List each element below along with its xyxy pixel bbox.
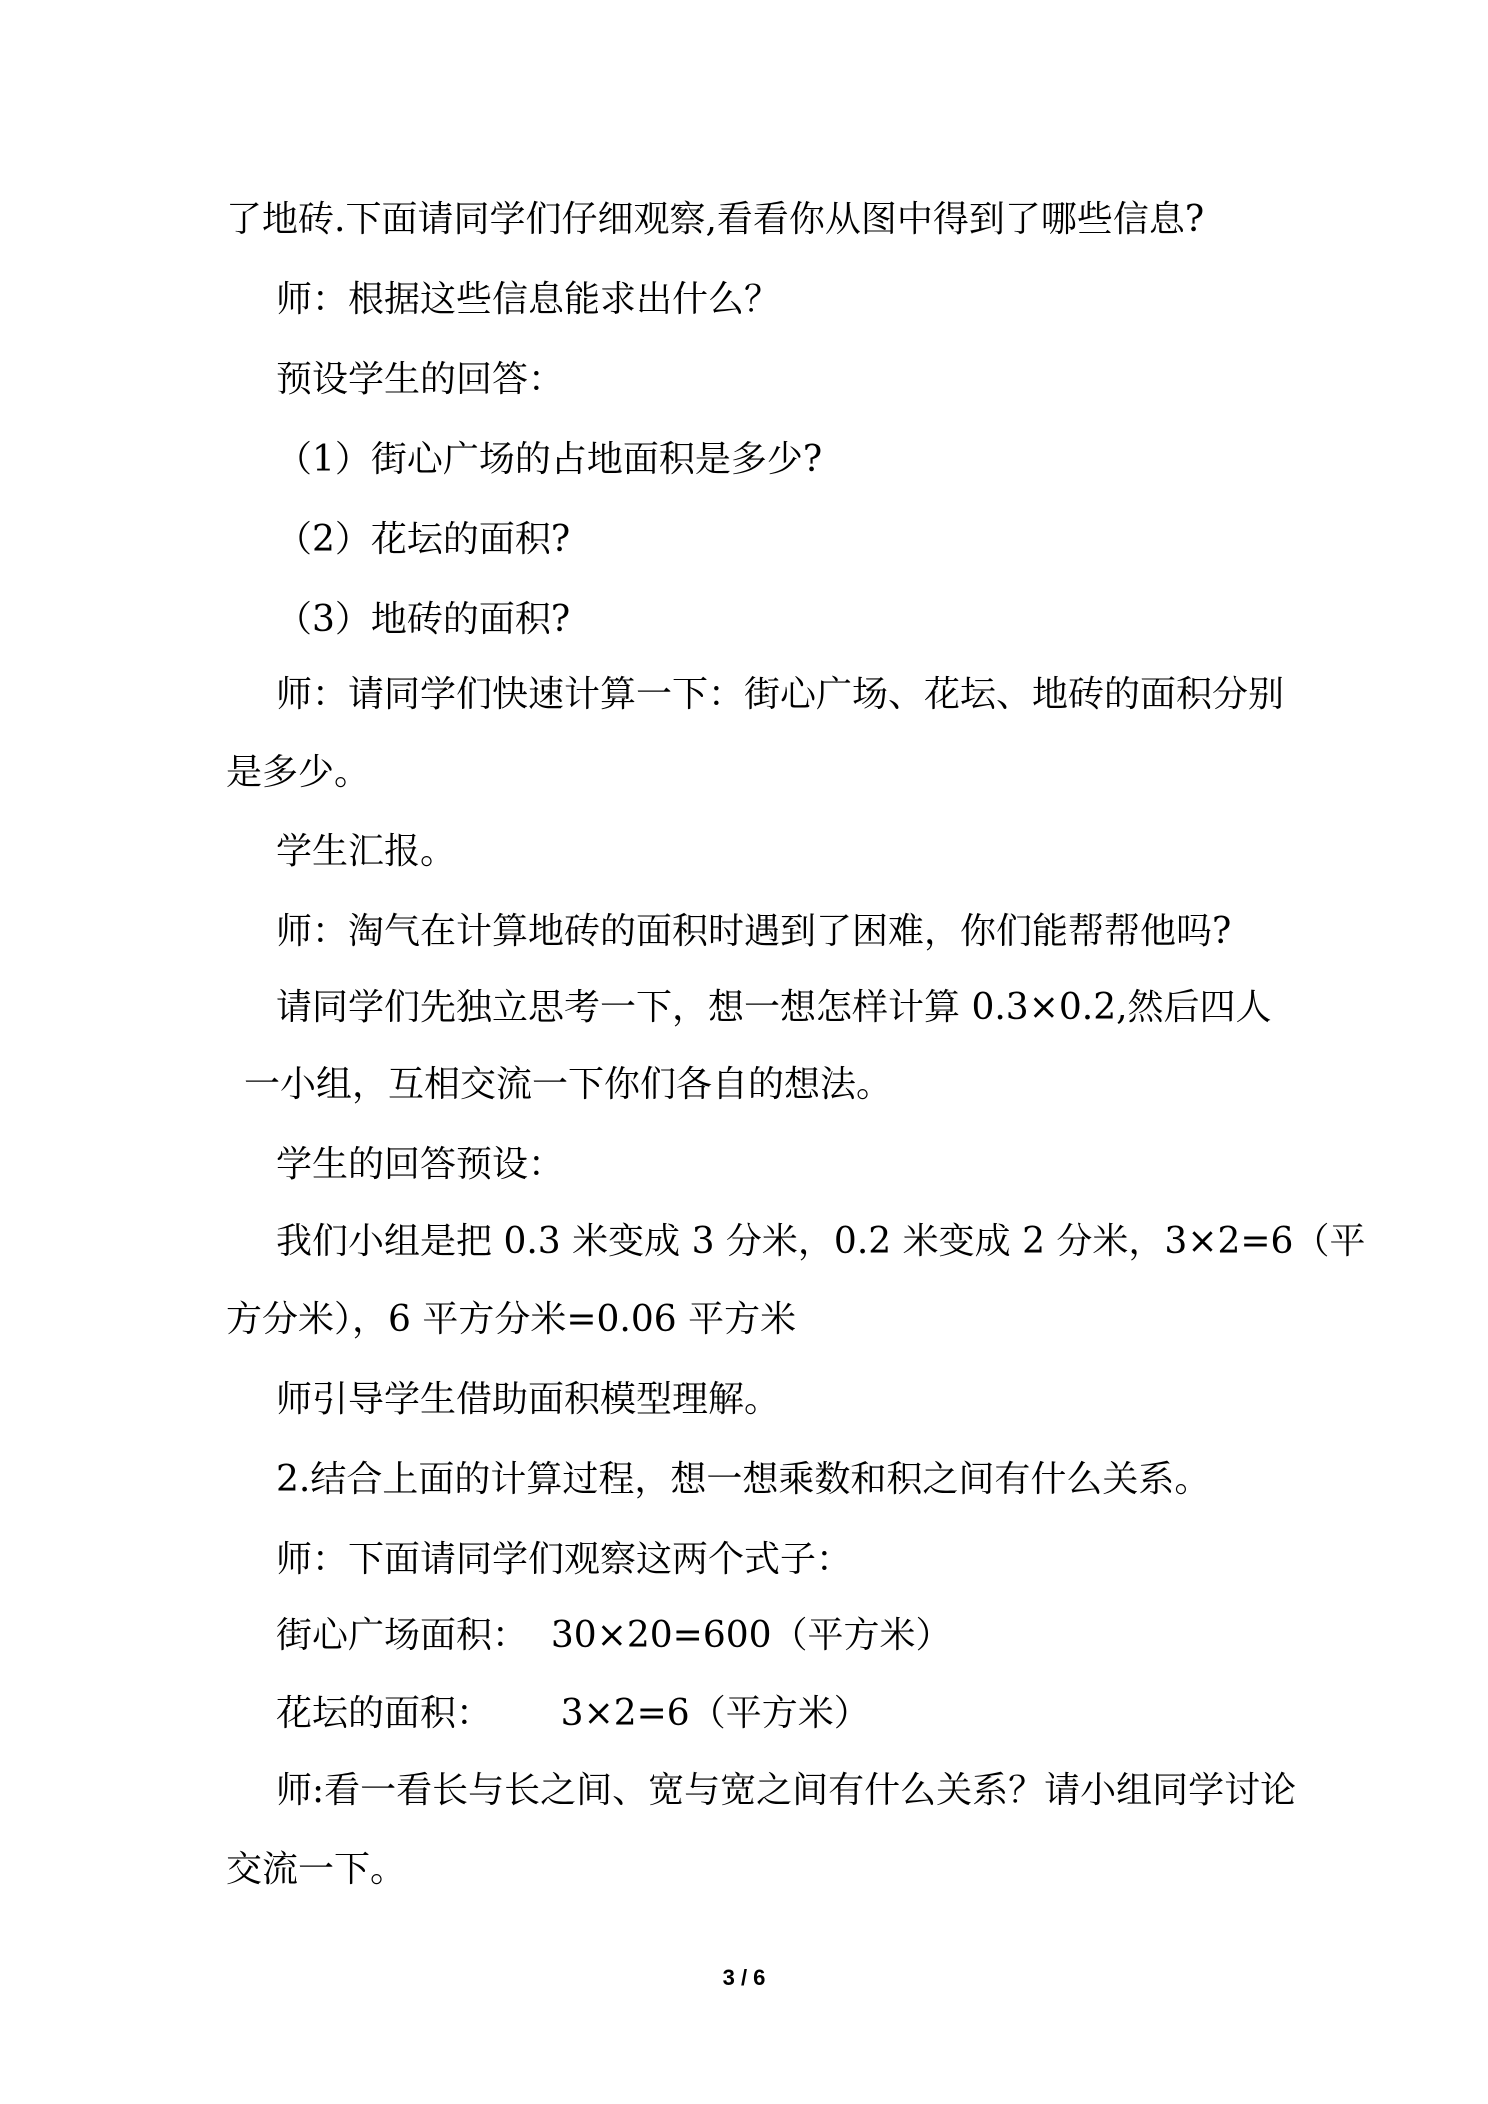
paragraph-line: 是多少。 xyxy=(226,752,371,793)
paragraph-line: 师:看一看长与长之间、宽与宽之间有什么关系？请小组同学讨论 xyxy=(276,1770,1297,1811)
paragraph-line: 师：根据这些信息能求出什么？ xyxy=(276,279,781,320)
paragraph-line: （3）地砖的面积? xyxy=(276,599,571,640)
paragraph-line: 我们小组是把 0.3 米变成 3 分米，0.2 米变成 2 分米，3×2=6（平 xyxy=(276,1221,1366,1262)
paragraph-line: 一小组，互相交流一下你们各自的想法。 xyxy=(244,1064,893,1105)
paragraph-line: 师：请同学们快速计算一下：街心广场、花坛、地砖的面积分别 xyxy=(276,674,1285,715)
paragraph-line: （1）街心广场的占地面积是多少? xyxy=(276,439,823,480)
paragraph-line: 街心广场面积： 30×20=600（平方米） xyxy=(276,1615,952,1656)
paragraph-line: 师引导学生借助面积模型理解。 xyxy=(276,1379,781,1420)
paragraph-line: 请同学们先独立思考一下，想一想怎样计算 0.3×0.2,然后四人 xyxy=(276,987,1272,1028)
paragraph-line: 学生的回答预设： xyxy=(276,1144,565,1185)
paragraph-line: 了地砖.下面请同学们仔细观察,看看你从图中得到了哪些信息? xyxy=(226,199,1205,240)
paragraph-line: 师：下面请同学们观察这两个式子： xyxy=(276,1539,853,1580)
paragraph-line: 学生汇报。 xyxy=(276,831,457,872)
paragraph-line: 预设学生的回答： xyxy=(276,359,565,400)
paragraph-line: （2）花坛的面积? xyxy=(276,519,571,560)
paragraph-line: 花坛的面积： 3×2=6（平方米） xyxy=(276,1693,870,1734)
paragraph-line: 师：淘气在计算地砖的面积时遇到了困难，你们能帮帮他吗? xyxy=(276,911,1232,952)
paragraph-line: 交流一下。 xyxy=(226,1849,407,1890)
paragraph-line: 方分米），6 平方分米=0.06 平方米 xyxy=(226,1299,797,1340)
paragraph-line: 2.结合上面的计算过程，想一想乘数和积之间有什么关系。 xyxy=(276,1459,1211,1500)
page-number: 3 / 6 xyxy=(722,1965,766,1990)
